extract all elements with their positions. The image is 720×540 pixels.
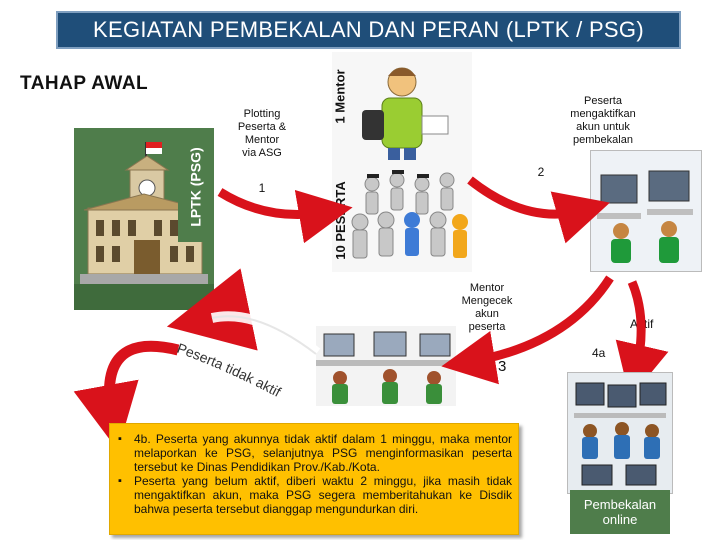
lptk-psg-text: LPTK (PSG) xyxy=(188,147,204,227)
plotting-line: Mentor xyxy=(244,134,280,146)
step-1-label: 1 xyxy=(258,181,266,195)
arrow-3 xyxy=(468,278,610,362)
aktif-label: Aktif xyxy=(630,317,654,331)
peserta-count-label: 10 PESERTA xyxy=(332,180,348,260)
online-label-text xyxy=(584,497,656,527)
tidak-aktif-curve-text xyxy=(175,340,284,400)
check-line: Mentor xyxy=(469,282,505,294)
notes-box xyxy=(109,423,519,535)
plotting-line: via ASG xyxy=(242,147,282,159)
plotting-line: Peserta & xyxy=(237,121,287,133)
arrow-4a xyxy=(632,282,641,372)
activation-line: mengaktifkan xyxy=(570,108,636,120)
activation-line: Peserta xyxy=(584,95,622,107)
step-2-label: 2 xyxy=(537,165,545,179)
notes-list xyxy=(118,432,512,516)
page-title: KEGIATAN PEMBEKALAN DAN PERAN (LPTK / PSG) xyxy=(93,17,644,42)
arrow-1 xyxy=(220,192,326,215)
online-label xyxy=(570,490,670,534)
plotting-line: Plotting xyxy=(243,108,281,120)
online-line: online xyxy=(602,512,638,527)
check-line: akun xyxy=(475,308,499,320)
stage-label: TAHAP AWAL xyxy=(20,73,149,94)
note-item: ▪ Peserta yang belum aktif, diberi waktu 2 minggu, jika masih tidak mengaktifkan akun, maka PSG segera memberitahukan ke Disdik bahwa peserta tersebut dianggap mengundurkan diri. xyxy=(130,474,512,516)
check-line: peserta xyxy=(468,321,506,333)
activation-line: akun untuk xyxy=(576,121,630,133)
online-class-icon xyxy=(567,372,673,494)
check-line: Mengecek xyxy=(461,295,513,307)
step-4b-label: 4b xyxy=(234,331,248,345)
arrow-back xyxy=(109,346,178,418)
mentor-count-label: 1 Mentor xyxy=(332,68,348,124)
step-3-label: 3 xyxy=(498,358,507,375)
tidak-aktif-label: Peserta tidak aktif xyxy=(174,339,284,400)
arrow-2 xyxy=(470,180,584,214)
note-item: ▪ 4b. Peserta yang akunnya tidak aktif dalam 1 minggu, maka mentor melaporkan ke PSG, selanjutnya PSG menginformasikan peserta tersebut ke Dinas Pendidikan Prov./Kab./Kota. xyxy=(130,432,512,474)
online-line: Pembekalan xyxy=(583,497,657,512)
step-4a-label: 4a xyxy=(592,346,606,360)
activation-line: pembekalan xyxy=(573,134,633,146)
